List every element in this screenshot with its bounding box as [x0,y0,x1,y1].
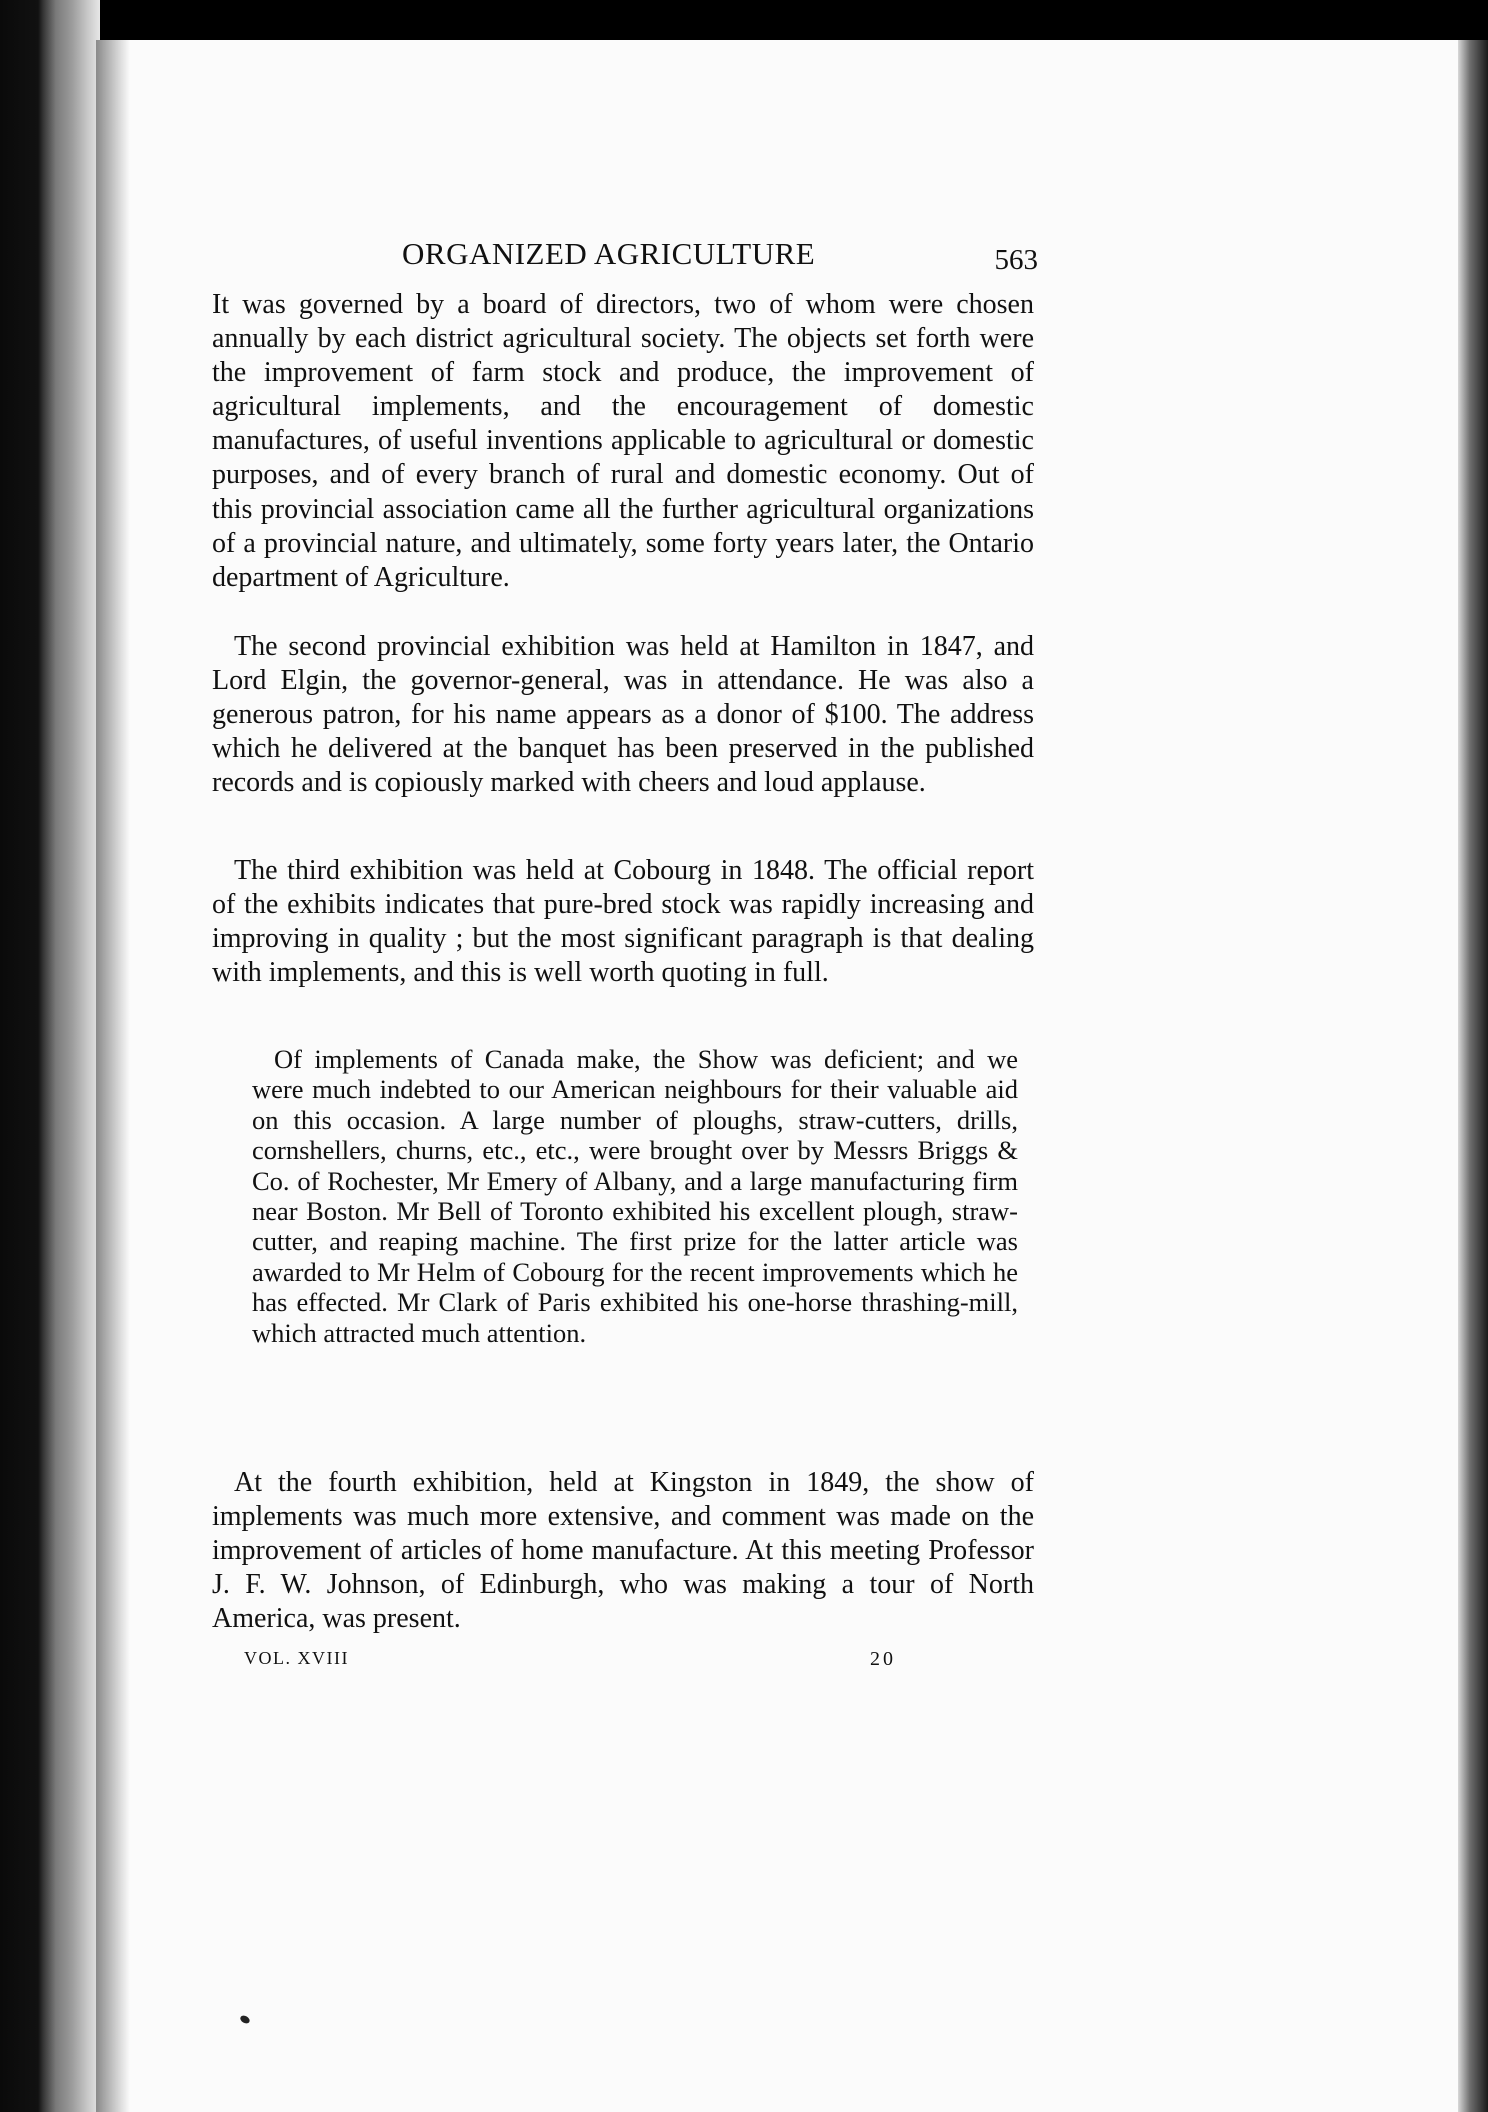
volume-footer: VOL. XVIII [244,1648,349,1668]
paragraph-fourth-exhibition: At the fourth exhibition, held at Kingston in 1849, the show of implements was much more extensive, and comment was made on the improvement of articles of home manufacture. At this meeting Professor J. F. W. Johnson, of Edinburgh, who was making a tour of North America, was present. [212,1467,1034,1635]
facing-page-edge [0,0,100,2112]
paragraph-second-exhibition: The second provincial exhibition was held at Hamilton in 1847, and Lord Elgin, the governor-general, was in attendance. He was also a generous patron, for his name appears as a donor of $100. The address which he delivered at the banquet has been preserved in the published records and is copiously marked with cheers and loud applause. [212,631,1034,799]
paragraph-governance: It was governed by a board of directors, two of whom were chosen annually by each district agricultural society. The objects set forth were the improvement of farm stock and produce, the improvement of agricultural implements, and the encouragement of domestic manufactures, of useful inventions applicable to agricultural or domestic purposes, and of every branch of rural and domestic economy. Out of this provincial association came all the further agricultural organizations of a provincial nature, and ultimately, some forty years later, the Ontario department of Agriculture. [212,289,1034,593]
chapter-title: ORGANIZED AGRICULTURE [402,236,816,271]
gutter-shadow [96,40,130,2112]
page-edge-right [1458,40,1488,2112]
page-number: 563 [994,244,1038,276]
paragraph-third-exhibition: The third exhibition was held at Cobourg in 1848. The official report of the exhibits indicates that pure-bred stock was rapidly increasing and improving in quality ; but the most significant paragraph is that dealing with implements, and this is well worth quoting in full. [212,855,1034,989]
signature-mark: 20 [870,1648,896,1670]
block-quotation: Of implements of Canada make, the Show was deficient; and we were much indebted to our American neighbours for their valuable aid on this occasion. A large number of ploughs, straw-cutters, drills, cornshellers, churns, etc., etc., were brought over by Messrs Briggs & Co. of Rochester, Mr Emery of Albany, and a large manufacturing firm near Boston. Mr Bell of Toronto exhibited his excellent plough, straw-cutter, and reaping machine. The first prize for the latter article was awarded to Mr Helm of Cobourg for the recent improvements which he has effected. Mr Clark of Paris exhibited his one-horse thrashing-mill, which attracted much attention. [252,1044,1018,1348]
running-head [212,236,1038,276]
